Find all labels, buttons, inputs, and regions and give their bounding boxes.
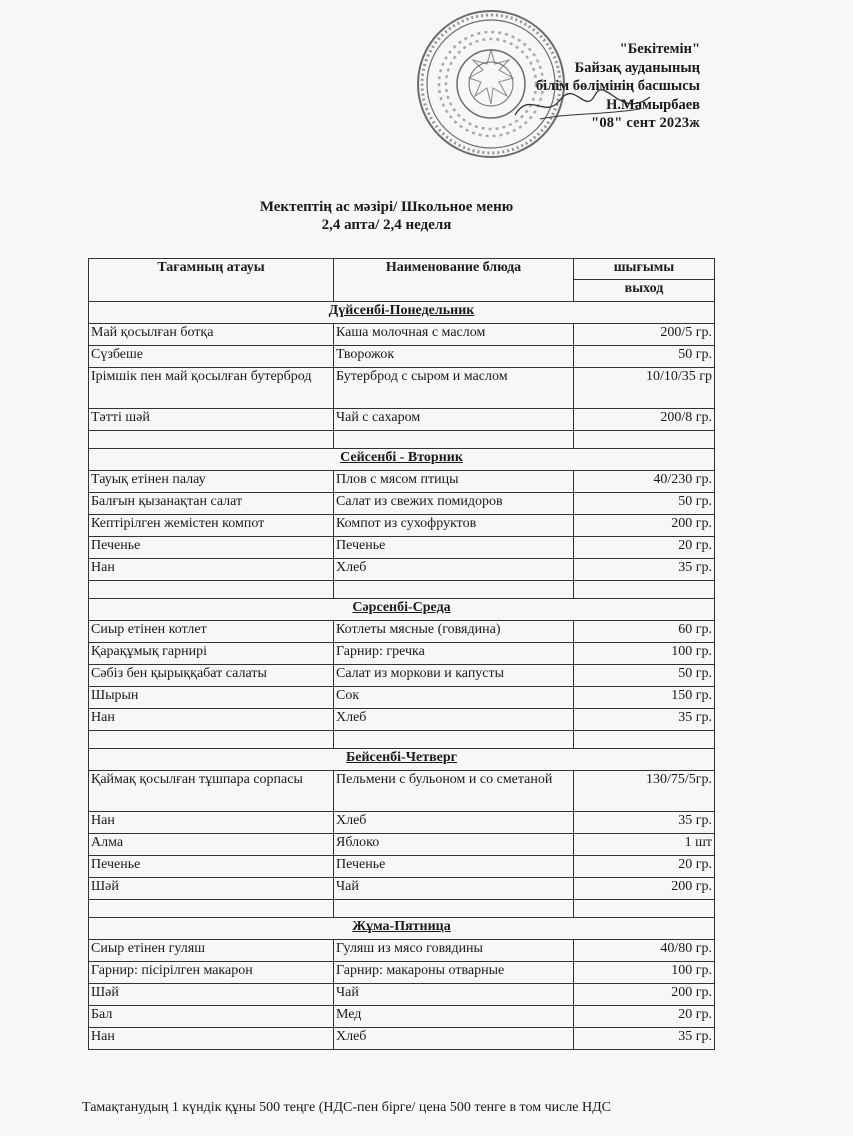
dish-output: 200 гр. bbox=[574, 515, 715, 537]
menu-item-row bbox=[89, 834, 715, 856]
dish-name-ru: Компот из сухофруктов bbox=[334, 515, 574, 537]
dish-output: 100 гр. bbox=[574, 643, 715, 665]
dish-output: 50 гр. bbox=[574, 493, 715, 515]
spacer-cell bbox=[89, 581, 334, 599]
approval-district: Байзақ ауданының bbox=[574, 59, 700, 76]
spacer-row bbox=[89, 900, 715, 918]
spacer-cell bbox=[574, 431, 715, 449]
menu-item-row bbox=[89, 537, 715, 559]
menu-item-row bbox=[89, 687, 715, 709]
dish-name-ru: Каша молочная с маслом bbox=[334, 324, 574, 346]
dish-name-kz: Алма bbox=[89, 834, 334, 856]
dish-name-kz: Ірімшік пен май қосылған бутерброд bbox=[89, 368, 334, 409]
day-row bbox=[89, 749, 715, 771]
dish-name-ru: Салат из свежих помидоров bbox=[334, 493, 574, 515]
day-heading: Жұма-Пятница bbox=[89, 918, 715, 940]
menu-item-row bbox=[89, 940, 715, 962]
menu-table bbox=[88, 258, 715, 1050]
dish-name-kz: Бал bbox=[89, 1006, 334, 1028]
dish-name-ru: Сок bbox=[334, 687, 574, 709]
day-heading: Сәрсенбі-Среда bbox=[89, 599, 715, 621]
dish-name-ru: Хлеб bbox=[334, 812, 574, 834]
dish-output: 20 гр. bbox=[574, 856, 715, 878]
spacer-cell bbox=[574, 731, 715, 749]
day-row bbox=[89, 599, 715, 621]
menu-item-row bbox=[89, 409, 715, 431]
dish-name-ru: Плов с мясом птицы bbox=[334, 471, 574, 493]
spacer-cell bbox=[89, 900, 334, 918]
dish-name-kz: Сиыр етінен котлет bbox=[89, 621, 334, 643]
dish-name-ru: Печенье bbox=[334, 856, 574, 878]
dish-output: 50 гр. bbox=[574, 346, 715, 368]
menu-item-row bbox=[89, 856, 715, 878]
menu-item-row bbox=[89, 709, 715, 731]
handwritten-signature bbox=[510, 85, 660, 125]
dish-output: 20 гр. bbox=[574, 1006, 715, 1028]
dish-output: 200/8 гр. bbox=[574, 409, 715, 431]
dish-name-kz: Гарнир: пісірілген макарон bbox=[89, 962, 334, 984]
approval-signer: Н.Мамырбаев bbox=[606, 96, 700, 113]
approval-date: "08" сент 2023ж bbox=[591, 115, 700, 131]
dish-name-kz: Сиыр етінен гуляш bbox=[89, 940, 334, 962]
spacer-cell bbox=[334, 581, 574, 599]
header-ru-name: Наименование блюда bbox=[334, 259, 574, 302]
dish-name-ru: Пельмени с бульоном и со сметаной bbox=[334, 771, 574, 812]
menu-item-row bbox=[89, 1028, 715, 1050]
approval-heading: "Бекітемін" bbox=[619, 41, 700, 57]
dish-output: 60 гр. bbox=[574, 621, 715, 643]
day-row bbox=[89, 302, 715, 324]
spacer-cell bbox=[574, 900, 715, 918]
spacer-cell bbox=[89, 431, 334, 449]
dish-name-kz: Шәй bbox=[89, 878, 334, 900]
menu-item-row bbox=[89, 643, 715, 665]
dish-name-ru: Котлеты мясные (говядина) bbox=[334, 621, 574, 643]
dish-output: 40/80 гр. bbox=[574, 940, 715, 962]
spacer-cell bbox=[334, 900, 574, 918]
menu-item-row bbox=[89, 559, 715, 581]
day-heading: Бейсенбі-Четверг bbox=[89, 749, 715, 771]
dish-name-kz: Печенье bbox=[89, 856, 334, 878]
menu-item-row bbox=[89, 471, 715, 493]
dish-output: 35 гр. bbox=[574, 559, 715, 581]
dish-name-ru: Хлеб bbox=[334, 1028, 574, 1050]
header-kz-name: Тағамның атауы bbox=[89, 259, 334, 302]
dish-name-ru: Чай bbox=[334, 984, 574, 1006]
menu-title-line1: Мектептің ас мәзірі/ Школьное меню bbox=[259, 199, 514, 215]
spacer-row bbox=[89, 581, 715, 599]
dish-name-kz: Сүзбеше bbox=[89, 346, 334, 368]
dish-name-kz: Тәтті шәй bbox=[89, 409, 334, 431]
dish-output: 10/10/35 гр bbox=[574, 368, 715, 409]
header-output-ru: выход bbox=[574, 280, 715, 302]
dish-name-kz: Печенье bbox=[89, 537, 334, 559]
menu-item-row bbox=[89, 771, 715, 812]
dish-output: 50 гр. bbox=[574, 665, 715, 687]
dish-output: 35 гр. bbox=[574, 1028, 715, 1050]
dish-name-kz: Шәй bbox=[89, 984, 334, 1006]
dish-name-kz: Нан bbox=[89, 812, 334, 834]
dish-name-ru: Гарнир: гречка bbox=[334, 643, 574, 665]
dish-output: 200/5 гр. bbox=[574, 324, 715, 346]
dish-output: 20 гр. bbox=[574, 537, 715, 559]
dish-name-kz: Нан bbox=[89, 1028, 334, 1050]
dish-name-ru: Хлеб bbox=[334, 559, 574, 581]
day-heading: Дүйсенбі-Понедельник bbox=[89, 302, 715, 324]
dish-name-ru: Мед bbox=[334, 1006, 574, 1028]
dish-output: 200 гр. bbox=[574, 984, 715, 1006]
dish-name-kz: Балғын қызанақтан салат bbox=[89, 493, 334, 515]
approval-position: білім бөлімінің басшысы bbox=[535, 78, 700, 94]
menu-item-row bbox=[89, 878, 715, 900]
approval-block bbox=[530, 40, 700, 133]
menu-title-line2: 2,4 апта/ 2,4 неделя bbox=[321, 217, 452, 233]
menu-item-row bbox=[89, 346, 715, 368]
dish-name-kz: Сәбіз бен қырыққабат салаты bbox=[89, 665, 334, 687]
menu-item-row bbox=[89, 984, 715, 1006]
menu-item-row bbox=[89, 812, 715, 834]
dish-name-ru: Творожок bbox=[334, 346, 574, 368]
menu-item-row bbox=[89, 368, 715, 409]
dish-name-ru: Яблоко bbox=[334, 834, 574, 856]
dish-output: 35 гр. bbox=[574, 812, 715, 834]
day-row bbox=[89, 449, 715, 471]
dish-name-kz: Шырын bbox=[89, 687, 334, 709]
dish-name-ru: Чай с сахаром bbox=[334, 409, 574, 431]
spacer-row bbox=[89, 731, 715, 749]
dish-name-kz: Кептірілген жемістен компот bbox=[89, 515, 334, 537]
menu-body bbox=[89, 302, 715, 1050]
dish-output: 130/75/5гр. bbox=[574, 771, 715, 812]
menu-item-row bbox=[89, 962, 715, 984]
dish-name-kz: Қарақұмық гарнирі bbox=[89, 643, 334, 665]
spacer-row bbox=[89, 431, 715, 449]
spacer-cell bbox=[574, 581, 715, 599]
menu-title bbox=[0, 198, 853, 234]
dish-name-kz: Тауық етінен палау bbox=[89, 471, 334, 493]
menu-item-row bbox=[89, 621, 715, 643]
dish-name-kz: Май қосылған ботқа bbox=[89, 324, 334, 346]
dish-name-ru: Гуляш из мясо говядины bbox=[334, 940, 574, 962]
dish-name-ru: Хлеб bbox=[334, 709, 574, 731]
dish-output: 1 шт bbox=[574, 834, 715, 856]
dish-name-ru: Салат из моркови и капусты bbox=[334, 665, 574, 687]
dish-name-ru: Чай bbox=[334, 878, 574, 900]
dish-name-kz: Қаймақ қосылған тұшпара сорпасы bbox=[89, 771, 334, 812]
menu-item-row bbox=[89, 515, 715, 537]
dish-output: 200 гр. bbox=[574, 878, 715, 900]
price-note: Тамақтанудың 1 күндік құны 500 теңге (НДС-пен бірге/ цена 500 тенге в том числе НДС bbox=[82, 1100, 612, 1115]
dish-name-kz: Нан bbox=[89, 709, 334, 731]
spacer-cell bbox=[334, 731, 574, 749]
dish-output: 40/230 гр. bbox=[574, 471, 715, 493]
dish-name-ru: Бутерброд с сыром и маслом bbox=[334, 368, 574, 409]
menu-item-row bbox=[89, 665, 715, 687]
menu-item-row bbox=[89, 1006, 715, 1028]
day-heading: Сейсенбі - Вторник bbox=[89, 449, 715, 471]
menu-item-row bbox=[89, 493, 715, 515]
menu-item-row bbox=[89, 324, 715, 346]
dish-name-kz: Нан bbox=[89, 559, 334, 581]
spacer-cell bbox=[334, 431, 574, 449]
dish-output: 150 гр. bbox=[574, 687, 715, 709]
dish-name-ru: Гарнир: макароны отварные bbox=[334, 962, 574, 984]
header-output-kz: шығымы bbox=[574, 259, 715, 280]
dish-name-ru: Печенье bbox=[334, 537, 574, 559]
day-row bbox=[89, 918, 715, 940]
dish-output: 100 гр. bbox=[574, 962, 715, 984]
dish-output: 35 гр. bbox=[574, 709, 715, 731]
spacer-cell bbox=[89, 731, 334, 749]
